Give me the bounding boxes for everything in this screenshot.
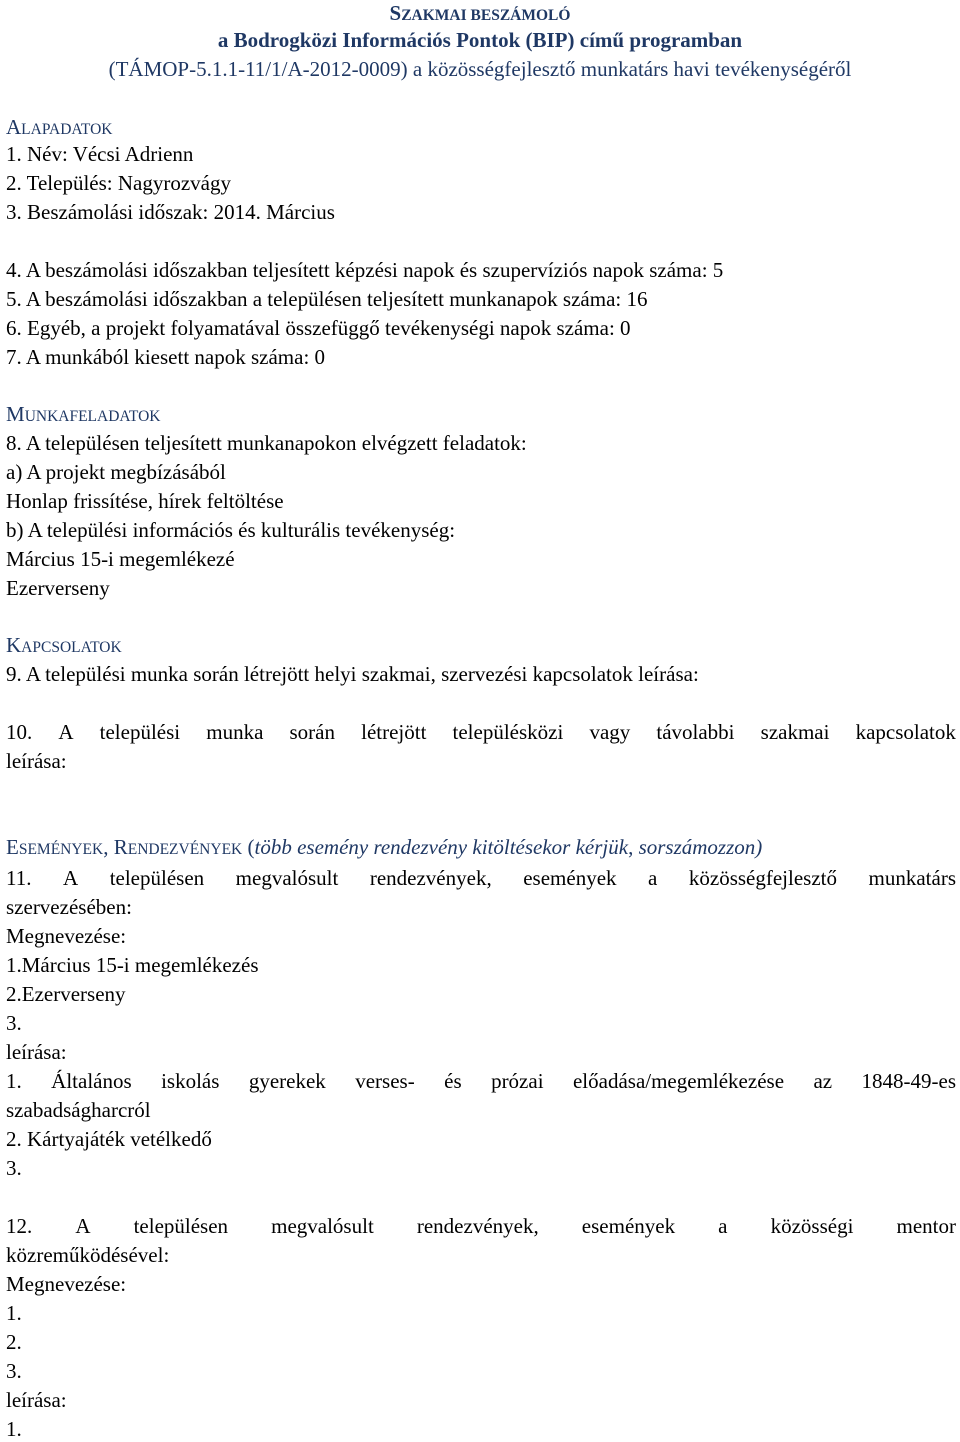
field-training-days: 4. A beszámolási időszakban teljesített képzési napok és szupervíziós napok száma: 5 — [6, 258, 724, 282]
word: rendezvények, — [369, 866, 492, 890]
program-line: a Bodrogközi Információs Pontok (BIP) című programban — [217, 28, 743, 52]
mentor-event-name: 1. — [6, 1301, 22, 1325]
word: iskolás — [161, 1069, 220, 1093]
word: prózai — [491, 1069, 544, 1093]
word: során — [289, 720, 335, 744]
word: a — [718, 1214, 728, 1238]
field-work-days: 5. A beszámolási időszakban a településen teljesített munkanapok száma: 16 — [6, 287, 648, 311]
word: A — [63, 866, 79, 890]
mentor-event-name: 3. — [6, 1359, 22, 1383]
word: 10. — [6, 720, 33, 744]
event-description-end: szabadságharcról — [6, 1098, 151, 1122]
project-code-line: (TÁMOP-5.1.1-11/1/A-2012-0009) a közösségfejlesztő munkatárs havi tevékenységéről — [108, 57, 852, 81]
event-description: 3. — [6, 1156, 22, 1180]
task-line: Ezerverseny — [6, 576, 110, 600]
word: Általános — [51, 1069, 132, 1093]
word: szakmai — [760, 720, 830, 744]
field-other-days: 6. Egyéb, a projekt folyamatával összefüggő tevékenységi napok száma: 0 — [6, 316, 631, 340]
word: verses- — [355, 1069, 415, 1093]
word: a — [648, 866, 658, 890]
mentor-event-description: 1. — [6, 1417, 22, 1441]
word: A — [58, 720, 74, 744]
question-12-end: közreműködésével: — [6, 1243, 170, 1267]
event-name: 2.Ezerverseny — [6, 982, 126, 1006]
task-line: Március 15-i megemlékezé — [6, 547, 235, 571]
event-name: 1.Március 15-i megemlékezés — [6, 953, 259, 977]
label-leirasa: leírása: — [6, 1040, 67, 1064]
word: rendezvények, — [416, 1214, 539, 1238]
label-megnevezese: Megnevezése: — [6, 924, 127, 948]
word: kapcsolatok — [855, 720, 956, 744]
field-period: 3. Beszámolási időszak: 2014. Március — [6, 200, 335, 224]
task-line: b) A települési információs és kulturális tevékenység: — [6, 518, 456, 542]
document-title: SZAKMAI BESZÁMOLÓ — [389, 1, 571, 25]
word: közösségfejlesztő — [688, 866, 837, 890]
task-line: Honlap frissítése, hírek feltöltése — [6, 489, 284, 513]
event-name: 3. — [6, 1011, 22, 1035]
word: települési — [99, 720, 181, 744]
word: események — [581, 1214, 676, 1238]
word: előadása/megemlékezése — [572, 1069, 785, 1093]
word: az — [813, 1069, 833, 1093]
word: és — [444, 1069, 462, 1093]
section-heading-esemenyek: ESEMÉNYEK, RENDEZVÉNYEK (több esemény rendezvény kitöltésekor kérjük, sorszámozzon) — [6, 835, 763, 859]
word: létrejött — [361, 720, 427, 744]
field-settlement: 2. Település: Nagyrozvágy — [6, 171, 231, 195]
question-11 — [6, 865, 956, 891]
word: közösségi — [770, 1214, 854, 1238]
event-description — [6, 1068, 956, 1094]
word: településközi — [452, 720, 564, 744]
word: munka — [206, 720, 264, 744]
word: megvalósult — [271, 1214, 374, 1238]
word: 12. — [6, 1214, 33, 1238]
word: események — [523, 866, 617, 890]
question-11-end: szervezésében: — [6, 895, 132, 919]
word: vagy — [589, 720, 631, 744]
label-leirasa: leírása: — [6, 1388, 67, 1412]
field-missed-days: 7. A munkából kiesett napok száma: 0 — [6, 345, 326, 369]
section-heading-munkafeladatok: MUNKAFELADATOK — [6, 402, 161, 426]
word: 11. — [6, 866, 32, 890]
word: településen — [133, 1214, 229, 1238]
section-heading-alapadatok: ALAPADATOK — [6, 115, 113, 139]
task-question: 8. A településen teljesített munkanapokon elvégzett feladatok: — [6, 431, 527, 455]
word: megvalósult — [235, 866, 339, 890]
word: mentor — [896, 1214, 956, 1238]
word: munkatárs — [868, 866, 956, 890]
word: gyerekek — [248, 1069, 326, 1093]
word: 1. — [6, 1069, 22, 1093]
word: 1848-49-es — [861, 1069, 956, 1093]
label-megnevezese: Megnevezése: — [6, 1272, 127, 1296]
question-10-end: leírása: — [6, 749, 67, 773]
question-9: 9. A települési munka során létrejött helyi szakmai, szervezési kapcsolatok leírása: — [6, 662, 699, 686]
word: távolabbi — [656, 720, 735, 744]
field-name: 1. Név: Vécsi Adrienn — [6, 142, 194, 166]
word: A — [75, 1214, 91, 1238]
mentor-event-name: 2. — [6, 1330, 22, 1354]
question-10 — [6, 719, 956, 745]
task-line: a) A projekt megbízásából — [6, 460, 226, 484]
word: településen — [109, 866, 205, 890]
event-description: 2. Kártyajáték vetélkedő — [6, 1127, 212, 1151]
question-12 — [6, 1213, 956, 1239]
section-heading-kapcsolatok: KAPCSOLATOK — [6, 633, 122, 657]
